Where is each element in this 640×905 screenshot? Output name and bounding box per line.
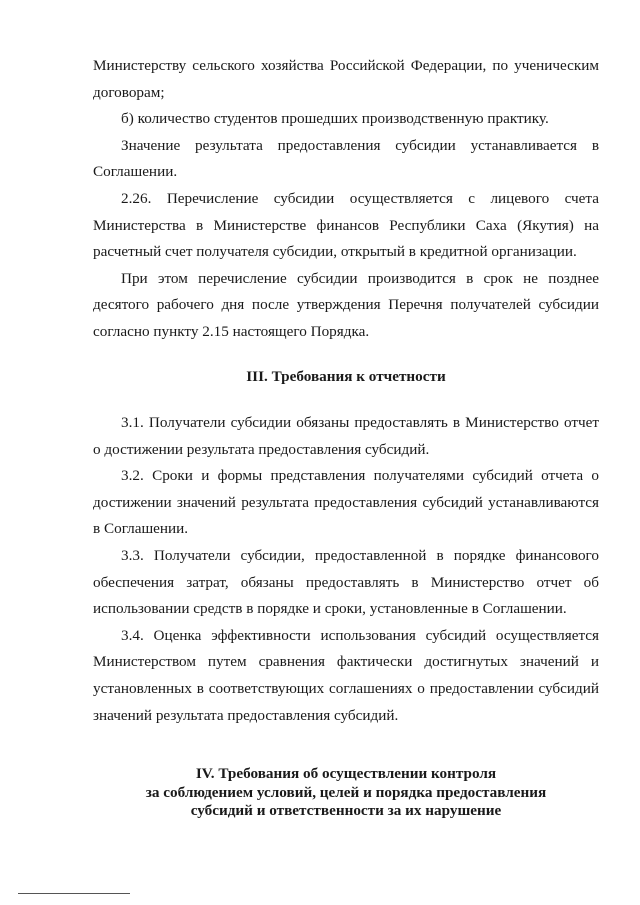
section-4-heading <box>93 765 599 821</box>
paragraph-3-3: 3.3. Получатели субсидии, предоставленной в порядке финансового обеспечения затрат, обязаны предоставлять в Министерство отчет об использовании средств в порядке и сроки, установленные в Соглашении. <box>93 547 599 618</box>
document-body <box>93 53 599 821</box>
paragraph-3-2: 3.2. Сроки и формы представления получателями субсидий отчета о достижении значений результата предоставления субсидий устанавливаются в Соглашении. <box>93 467 599 538</box>
paragraph-transfer-deadline: При этом перечисление субсидии производится в срок не позднее десятого рабочего дня после утверждения Перечня получателей субсидии согласно пункту 2.15 настоящего Порядка. <box>93 269 599 340</box>
section-4-heading-line-3: субсидий и ответственности за их нарушение <box>190 802 502 820</box>
section-3-heading: III. Требования к отчетности <box>246 367 446 385</box>
paragraph-2-26: 2.26. Перечисление субсидии осуществляется с лицевого счета Министерства в Министерстве финансов Республики Саха (Якутия) на расчетный счет получателя субсидии, открытый в кредитной организации. <box>93 189 599 261</box>
section-4-heading-line-2: за соблюдением условий, целей и порядка предоставления <box>145 783 547 801</box>
paragraph-result-value: Значение результата предоставления субсидии устанавливается в Соглашении. <box>93 136 599 181</box>
section-4-heading-line-1: IV. Требования об осуществлении контроля <box>195 765 497 783</box>
paragraph-3-1: 3.1. Получатели субсидии обязаны предоставлять в Министерство отчет о достижении результата предоставления субсидий. <box>93 414 599 458</box>
paragraph-students-practice: б) количество студентов прошедших производственную практику. <box>121 110 549 128</box>
footnote-divider <box>18 893 130 894</box>
paragraph-3-4: 3.4. Оценка эффективности использования субсидий осуществляется Министерством путем сравнения фактически достигнутых значений и установленных в соответствующих соглашениях о предоставлении субсидий значений результата предоставления субсидий. <box>93 626 599 724</box>
paragraph-ministry-agreements: Министерству сельского хозяйства Российской Федерации, по ученическим договорам; <box>93 57 599 101</box>
